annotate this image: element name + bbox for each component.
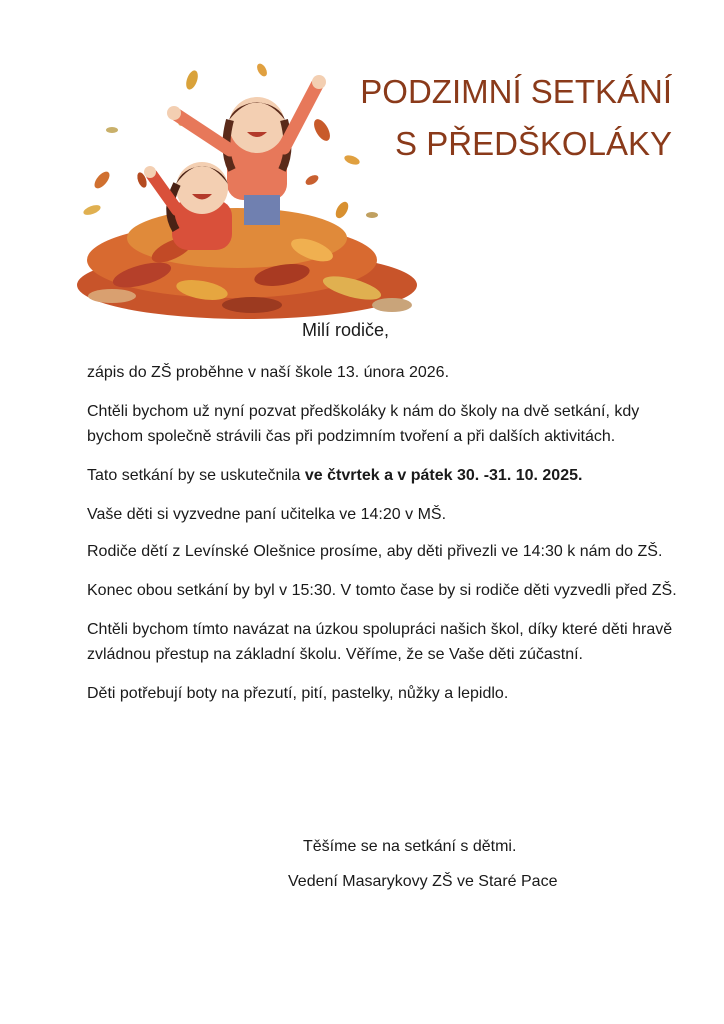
dates-prefix: Tato setkání by se uskutečnila: [87, 467, 305, 484]
paragraph-enrollment: zápis do ZŠ proběhne v naší škole 13. února 2026.: [87, 364, 450, 381]
paragraph-dates: [87, 463, 677, 488]
paragraph-invitation: Chtěli bychom už nyní pozvat předškoláky k nám do školy na dvě setkání, kdy bychom společně strávili čas při podzimním tvoření a při dalších aktivitách.: [87, 403, 640, 445]
paragraph-levinska: Rodiče dětí z Levínské Olešnice prosíme, aby děti přivezli ve 14:30 k nám do ZŠ.: [87, 543, 663, 560]
closing: Těšíme se na setkání s dětmi.: [303, 838, 517, 855]
dates-bold: ve čtvrtek a v pátek 30. -31. 10. 2025.: [304, 467, 583, 484]
paragraph-supplies: Děti potřebují boty na přezutí, pití, pastelky, nůžky a lepidlo.: [87, 685, 509, 702]
paragraph-pickup: Vaše děti si vyzvedne paní učitelka ve 14:20 v MŠ.: [87, 506, 447, 523]
paragraph-end-time: Konec obou setkání by byl v 15:30. V tomto čase by si rodiče děti vyzvedli před ZŠ.: [87, 582, 677, 599]
title-line-2: S PŘEDŠKOLÁKY: [395, 125, 672, 162]
greeting: Milí rodiče,: [302, 320, 390, 340]
letter-body: [87, 360, 677, 720]
signature: Vedení Masarykovy ZŠ ve Staré Pace: [288, 873, 558, 890]
paragraph-cooperation: Chtěli bychom tímto navázat na úzkou spolupráci našich škol, díky které děti hravě zvládnou přestup na základní školu. Věříme, že se Vaše děti zúčastní.: [87, 621, 673, 663]
title-line-1: PODZIMNÍ SETKÁNÍ: [360, 73, 672, 110]
page-title: [312, 66, 672, 170]
